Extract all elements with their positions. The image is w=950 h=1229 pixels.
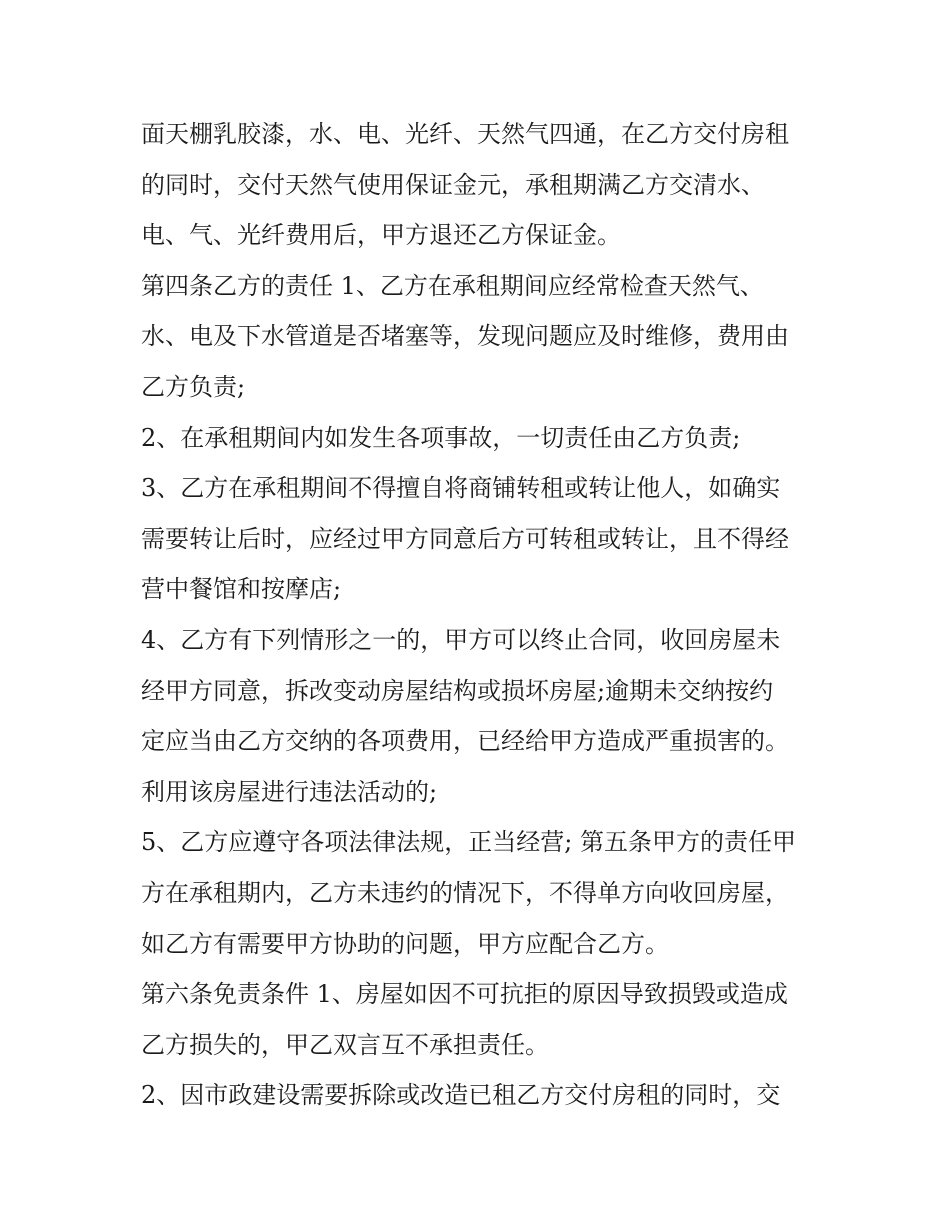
text-line: 定应当由乙方交纳的各项费用，已经给甲方造成严重损害的。: [141, 727, 789, 756]
text-line: 如乙方有需要甲方协助的问题，甲方应配合乙方。: [141, 929, 669, 958]
text-line: 营中餐馆和按摩店;: [141, 575, 342, 604]
text-line: 5、乙方应遵守各项法律法规，正当经营; 第五条甲方的责任甲: [141, 828, 796, 857]
text-line: 经甲方同意，拆改变动房屋结构或损坏房屋;逾期未交纳按约: [141, 676, 774, 705]
text-line: 乙方负责;: [141, 372, 246, 401]
text-line: 电、气、光纤费用后，甲方退还乙方保证金。: [141, 221, 621, 250]
text-line: 的同时，交付天然气使用保证金元，承租期满乙方交清水、: [141, 170, 765, 199]
text-line: 乙方损失的，甲乙双言互不承担责任。: [141, 1030, 549, 1059]
text-line: 利用该房屋进行违法活动的;: [141, 777, 438, 806]
text-line: 4、乙方有下列情形之一的，甲方可以终止合同，收回房屋未: [141, 625, 781, 654]
text-line: 面天棚乳胶漆，水、电、光纤、天然气四通，在乙方交付房租: [141, 120, 789, 148]
text-line: 2、因市政建设需要拆除或改造已租乙方交付房租的同时，交: [141, 1081, 781, 1110]
contract-text: [141, 109, 821, 1121]
text-line: 第四条乙方的责任 1、乙方在承租期间应经常检查天然气、: [141, 271, 764, 300]
text-line: 3、乙方在承租期间不得擅自将商铺转租或转让他人，如确实: [141, 474, 781, 503]
text-line: 方在承租期内，乙方未违约的情况下，不得单方向收回房屋，: [141, 878, 789, 907]
text-line: 水、电及下水管道是否堵塞等，发现问题应及时维修，费用由: [141, 322, 789, 351]
text-line: 第六条免责条件 1、房屋如因不可抗拒的原因导致损毁或造成: [141, 980, 788, 1009]
text-line: 需要转让后时，应经过甲方同意后方可转租或转让，且不得经: [141, 524, 789, 553]
text-line: 2、在承租期间内如发生各项事故，一切责任由乙方负责;: [141, 423, 741, 452]
